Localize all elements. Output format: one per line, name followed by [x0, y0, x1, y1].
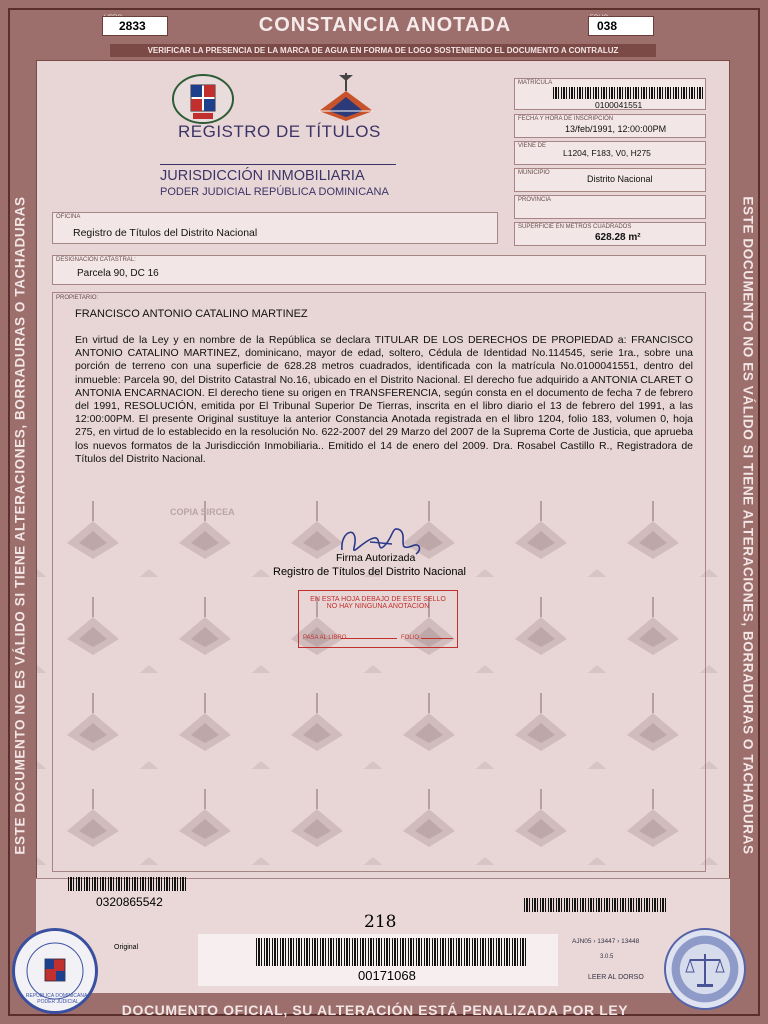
fecha-value: 13/feb/1991, 12:00:00PM: [565, 124, 667, 134]
stamp-line2: NO HAY NINGUNA ANOTACION: [326, 603, 430, 610]
folio-number: [588, 16, 654, 36]
watermark-banner: VERIFICAR LA PRESENCIA DE LA MARCA DE AGUA EN FORMA DE LOGO SOSTENIENDO EL DOCUMENTO A CONTRALUZ: [110, 44, 656, 57]
leer-al-dorso: LEER AL DORSO: [588, 974, 644, 981]
matricula-value: 0100041551: [595, 100, 643, 110]
matricula-field: [514, 78, 706, 110]
oficina-value: Registro de Títulos del Distrito Nacional: [73, 227, 258, 239]
watermark-text: COPIA SIRCEA: [170, 507, 235, 517]
designacion-value: Parcela 90, DC 16: [77, 268, 159, 279]
municipio-value: Distrito Nacional: [587, 174, 653, 184]
provincia-field: [514, 195, 706, 219]
fecha-field: [514, 114, 706, 138]
bottom-legal-banner: DOCUMENTO OFICIAL, SU ALTERACIÓN ESTÁ PENALIZADA POR LEY: [121, 1002, 629, 1018]
provincia-label: PROVINCIA: [518, 197, 552, 203]
seal-text: REPÚBLICA DOMINICANA · PODER JUDICIAL: [25, 993, 91, 1005]
poder-judicial-seal: [12, 928, 98, 1014]
owner-name: FRANCISCO ANTONIO CATALINO MARTINEZ: [75, 308, 308, 320]
municipio-label: MUNICIPIO: [518, 170, 550, 176]
firma-autorizada: Firma Autorizada: [336, 552, 416, 564]
viene-de-field: [514, 141, 706, 165]
original-label: Original: [114, 944, 139, 951]
reference-line1: AJN05 › 13447 › 13448: [572, 938, 640, 945]
serial-barcode: [256, 938, 528, 966]
justice-scale-icon: [666, 930, 744, 1008]
hologram-seal: [664, 928, 746, 1010]
poder-judicial: PODER JUDICIAL REPÚBLICA DOMINICANA: [160, 186, 389, 198]
serial-number: 00171068: [358, 968, 416, 983]
viene-label: VIENE DE: [518, 143, 547, 149]
handwritten-number: 218: [364, 912, 397, 932]
jurisdiccion-divider: [160, 164, 396, 165]
registro-de-titulos: REGISTRO DE TÍTULOS: [178, 122, 381, 141]
matricula-label: MATRÍCULA: [518, 80, 553, 86]
document-title: CONSTANCIA ANOTADA: [258, 13, 512, 36]
barcode-number: 0320865542: [96, 895, 163, 909]
jurisdiccion-inmobiliaria: JURISDICCIÓN INMOBILIARIA: [160, 168, 365, 184]
stamp-folio-line: [421, 638, 453, 639]
superficie-value: 628.28 m²: [595, 232, 641, 243]
libro-value: 2833: [119, 19, 146, 33]
footer-barcode-right: [524, 898, 666, 912]
stamp-folio: FOLIO: [401, 635, 420, 641]
signature-office: Registro de Títulos del Distrito Nacional: [273, 566, 466, 578]
reference-line2: 3.0.5: [600, 954, 614, 960]
matricula-barcode: [553, 87, 703, 99]
right-side-warning: [734, 60, 762, 990]
stamp-line1: EN ESTA HOJA DEBAJO DE ESTE SELLO: [310, 596, 446, 603]
designacion-label: DESIGNACIÓN CATASTRAL:: [56, 257, 136, 263]
stamp-libro-line: [341, 638, 397, 639]
registro-logo-icon: [311, 69, 381, 125]
fecha-label: FECHA Y HORA DE INSCRIPCIÓN: [518, 116, 614, 122]
viene-value: L1204, F183, V0, H275: [563, 148, 651, 158]
stamp-libro: PASA AL LIBRO: [303, 635, 347, 641]
right-warning-text: ESTE DOCUMENTO NO ES VÁLIDO SI TIENE ALTERACIONES, BORRADURAS O TACHADURAS: [740, 195, 756, 855]
municipio-field: [514, 168, 706, 192]
oficina-label: OFICINA: [56, 214, 81, 220]
oficina-field: [52, 212, 498, 244]
folio-value: 038: [597, 19, 618, 33]
propietario-label: PROPIETARIO:: [56, 295, 99, 301]
superficie-field: [514, 222, 706, 246]
libro-number: [102, 16, 168, 36]
footer-barcode-left: [68, 877, 186, 891]
designacion-field: [52, 255, 706, 285]
annotation-stamp: [298, 590, 458, 648]
certificate-text: En virtud de la Ley y en nombre de la República se declara TITULAR DE LOS DERECHOS DE PROPIEDAD a: FRANCISCO ANTONIO CATALINO MARTINEZ, dominicano, mayor de edad, soltero, Cédula de Identidad No.114545, serie 1ra., sobre una porción de terreno con una superficie de 628.28 metros cuadrados, identificada con la matrícula No.0100041551, dentro del inmueble: Parcela 90, del Distrito Catastral No.16, ubicado en el Distrito Nacional. El derecho fue adquirido a ANTONIA CLARET O ANTONIA ENCARNACION. El derecho tiene su origen en TRANSFERENCIA, según consta en el documento de fecha 7 de febrero del 1991, RESOLUCIÓN, emitida por El Tribunal Superior De Tierras, inscrita en el libro diario el 13 de febrero del 1991, a las 12:00:00PM. El presente Original sustituye la anterior Constancia Anotada registrada en el libro 1204, folio 183, volumen 0, hoja 275, en virtud de lo establecido en la resolución No. 622-2007 del 29 Marzo del 2007 de la Suprema Corte de Justicia, que aprueba los nuevos formatos de la Jurisdicción Inmobiliaria.. Emitido el 14 de enero del 2009. Dra. Rosabel Castillo R., Registradora de Títulos del Distrito Nacional.: [75, 334, 693, 465]
superficie-label: SUPERFICIE EN METROS CUADRADOS: [518, 224, 632, 230]
left-warning-text: ESTE DOCUMENTO NO ES VÁLIDO SI TIENE ALTERACIONES, BORRADURAS O TACHADURAS: [12, 195, 28, 855]
left-side-warning: [6, 60, 34, 990]
coat-of-arms-icon: [171, 73, 235, 125]
